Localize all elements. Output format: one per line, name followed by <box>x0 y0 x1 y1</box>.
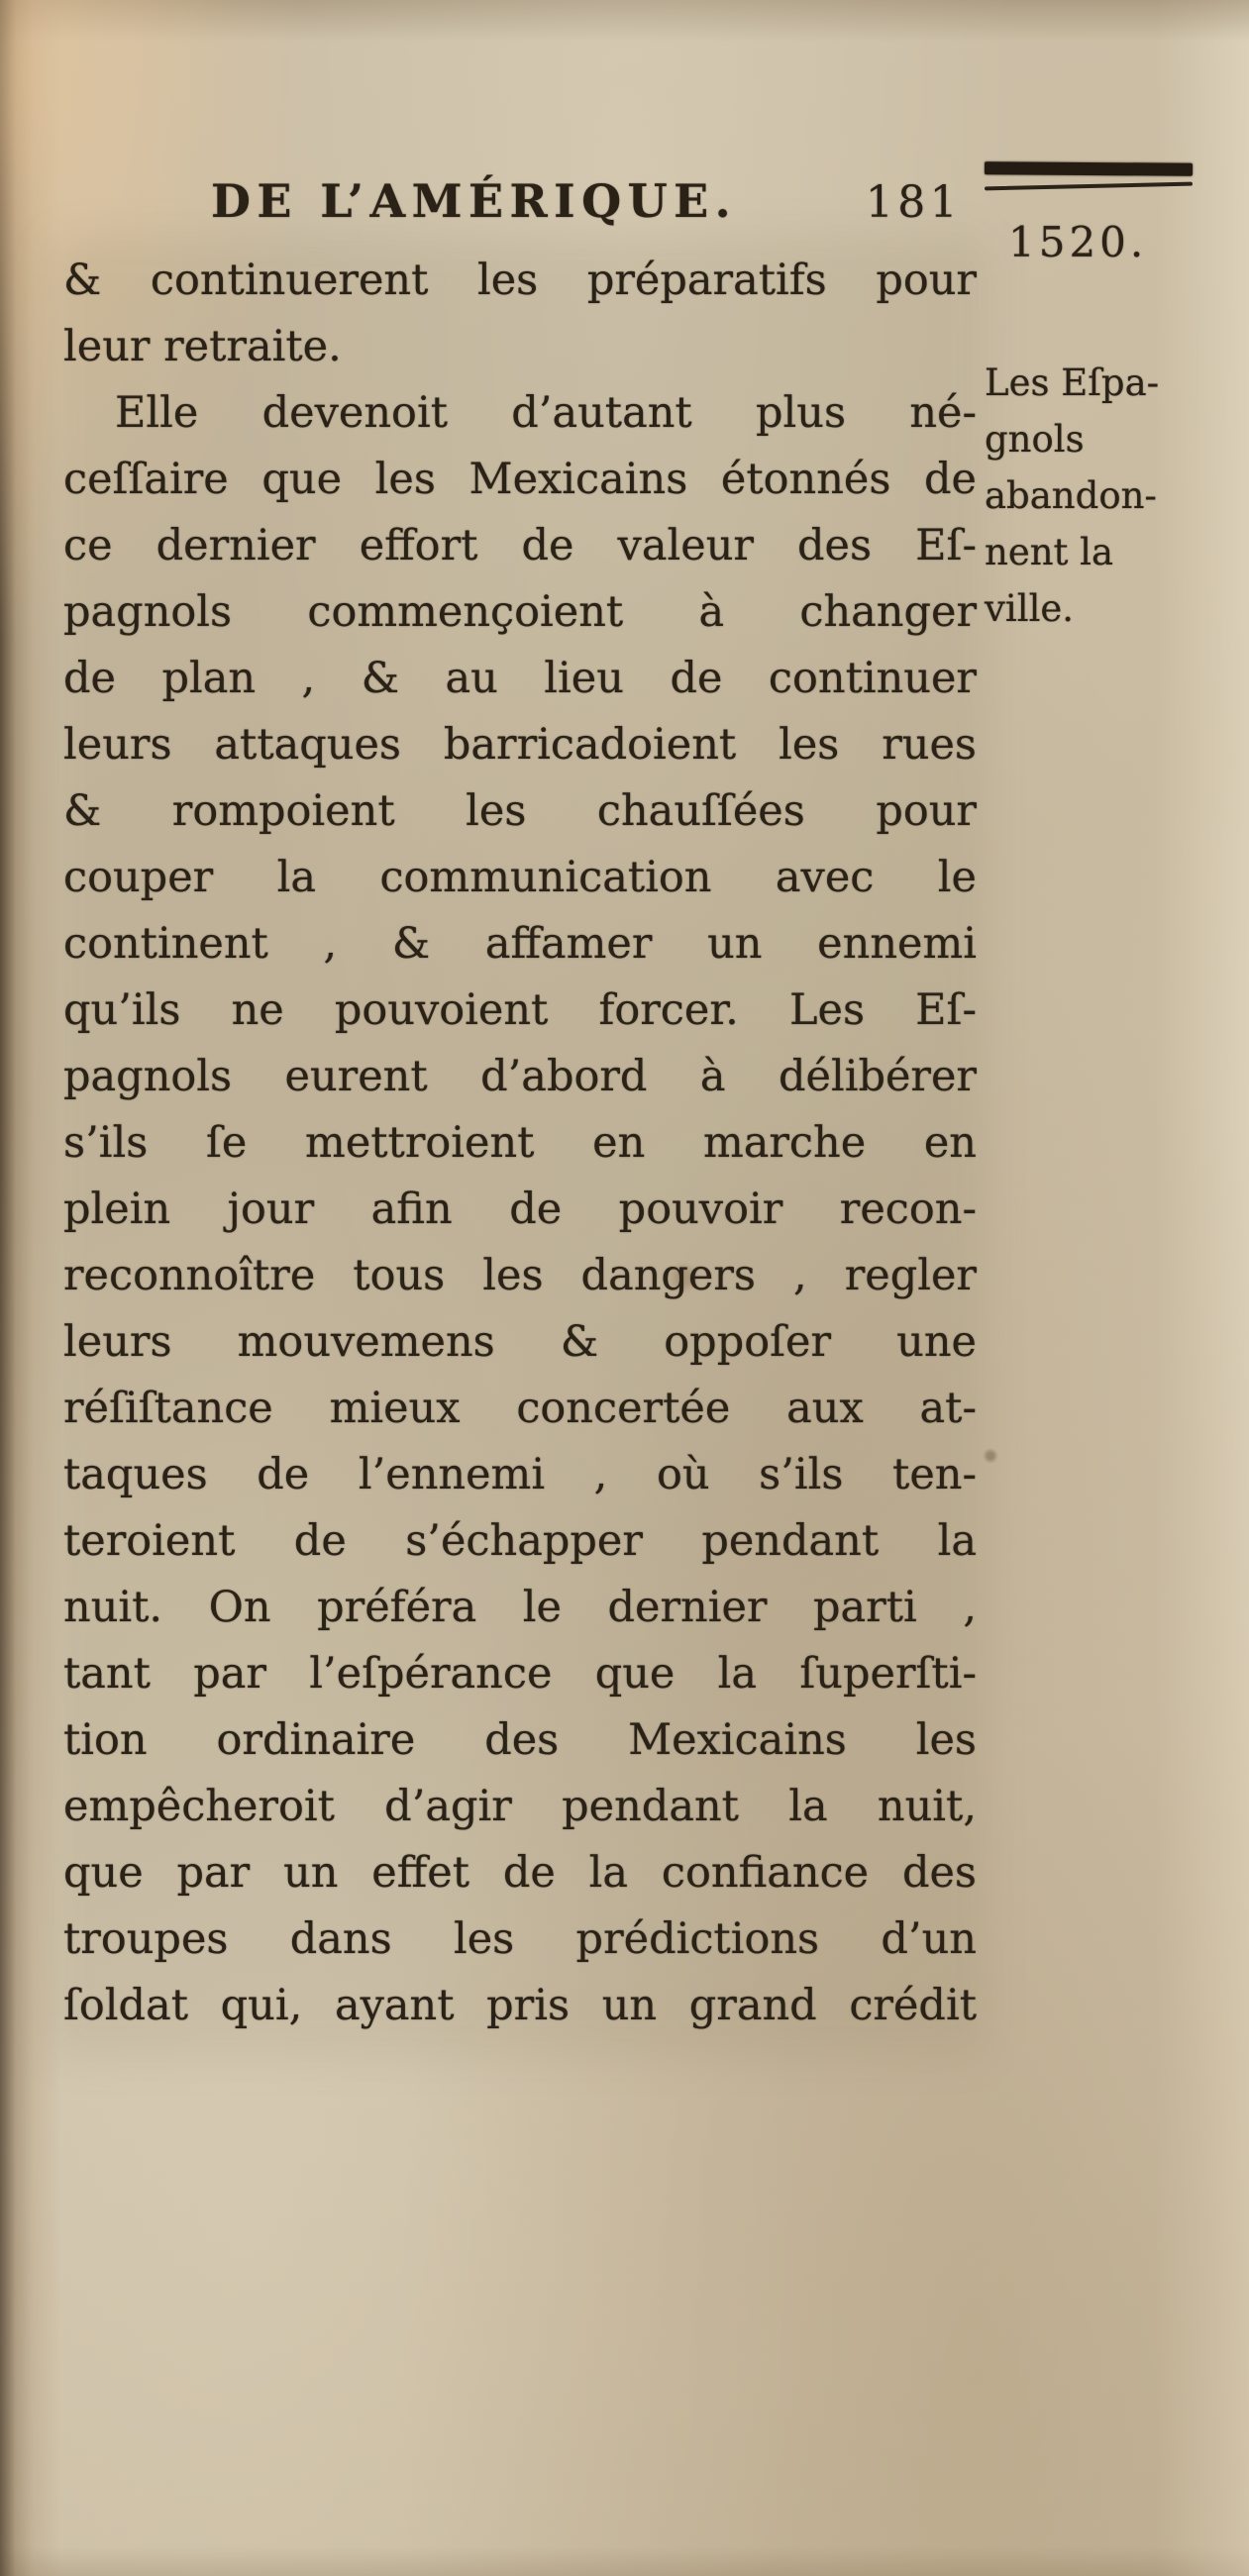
body-line: de plan , & au lieu de continuer <box>63 654 977 703</box>
body-line: qu’ils ne pouvoient forcer. Les Eſ- <box>63 985 977 1035</box>
body-line: teroient de s’échapper pendant la <box>63 1516 977 1566</box>
body-line: continent , & affamer un ennemi <box>63 919 977 969</box>
marginal-note-line: abandon- <box>985 474 1157 517</box>
rule-thick-bar <box>985 161 1193 175</box>
marginal-note-line: Les Eſpa- <box>985 361 1160 404</box>
marginal-note-line: gnols <box>985 418 1085 461</box>
page-number: 181 <box>865 177 962 228</box>
body-line: taques de l’ennemi , où s’ils ten- <box>63 1450 977 1499</box>
body-line: s’ils ſe mettroient en marche en <box>63 1118 977 1168</box>
body-line: leurs mouvemens & oppoſer une <box>63 1317 977 1367</box>
rule-thin-bar <box>985 182 1193 191</box>
body-line: couper la communication avec le <box>63 853 977 902</box>
marginal-note-line: nent la <box>985 531 1114 573</box>
body-line: réſiſtance mieux concertée aux at- <box>63 1384 977 1433</box>
body-line: empêcheroit d’agir pendant la nuit, <box>63 1782 977 1831</box>
body-line: ſoldat qui, ayant pris un grand crédit <box>63 1981 977 2030</box>
body-line: & rompoient les chauſſées pour <box>63 786 977 836</box>
marginal-note <box>985 355 1240 637</box>
margin-year: 1520. <box>1008 218 1148 266</box>
margin-double-rule <box>985 162 1193 188</box>
running-header-title: DE L’AMÉRIQUE. <box>211 174 738 228</box>
body-line: que par un effet de la confiance des <box>63 1848 977 1898</box>
body-line: troupes dans les prédictions d’un <box>63 1914 977 1964</box>
running-header <box>211 174 962 228</box>
body-line: Elle devenoit d’autant plus né- <box>115 388 977 438</box>
body-line: & continuerent les préparatifs pour <box>63 256 977 305</box>
body-line: nuit. On préféra le dernier parti , <box>63 1583 977 1632</box>
body-line: pagnols commençoient à changer <box>63 587 977 637</box>
marginal-note-line: ville. <box>985 587 1075 630</box>
body-line: pagnols eurent d’abord à délibérer <box>63 1052 977 1101</box>
body-line: tion ordinaire des Mexicains les <box>63 1715 977 1765</box>
body-line: leur retraite. <box>63 322 342 371</box>
body-line: reconnoître tous les dangers , regler <box>63 1251 977 1300</box>
body-line: ceſſaire que les Mexicains étonnés de <box>63 455 977 504</box>
body-text-block <box>63 248 977 2039</box>
body-line: plein jour afin de pouvoir recon- <box>63 1185 977 1234</box>
body-line: tant par l’eſpérance que la ſuperſti- <box>63 1649 977 1699</box>
body-line: ce dernier effort de valeur des Eſ- <box>63 521 977 570</box>
body-line: leurs attaques barricadoient les rues <box>63 720 977 770</box>
